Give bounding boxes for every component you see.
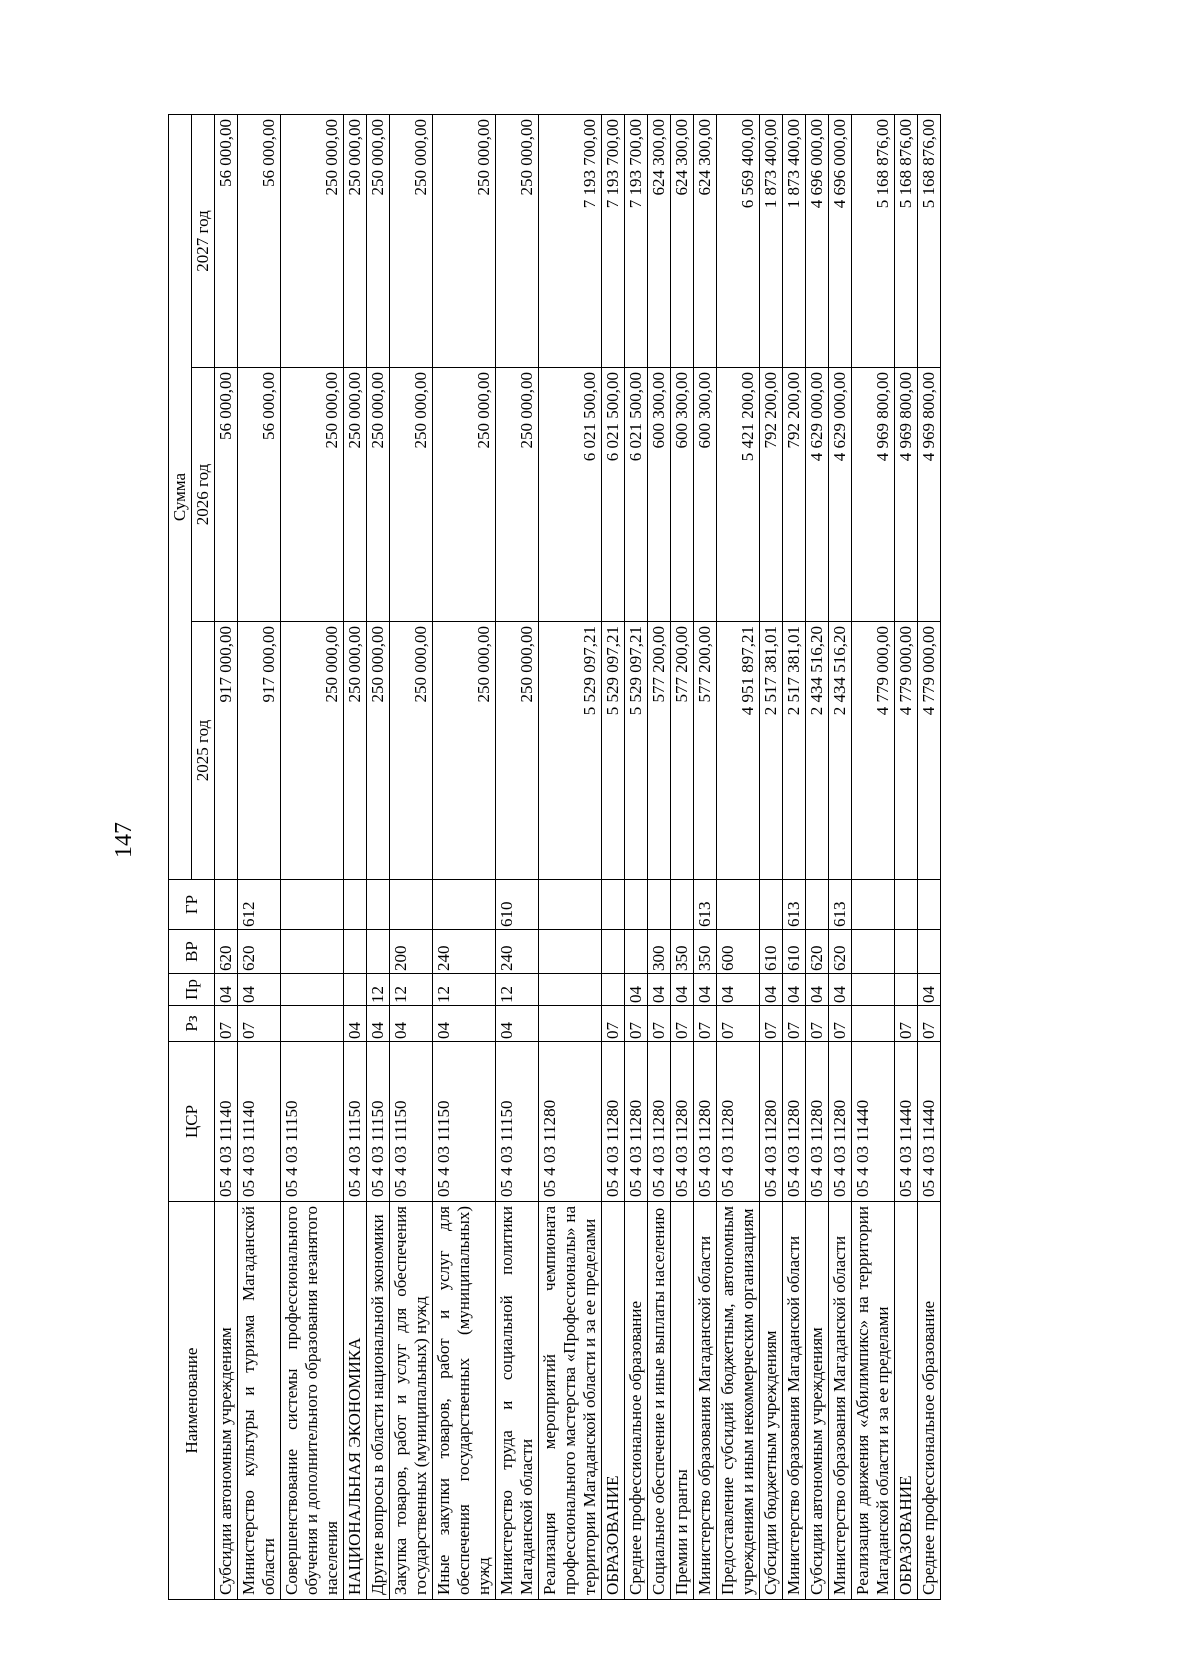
cell-pr: 04 <box>717 974 760 1006</box>
cell-2025: 2 434 516,20 <box>806 622 829 880</box>
cell-2026: 250 000,00 <box>390 368 433 622</box>
cell-gr: 610 <box>496 880 539 930</box>
cell-rz: 07 <box>694 1006 717 1042</box>
cell-vr <box>625 930 648 974</box>
cell-csr: 05 4 03 11280 <box>806 1042 829 1202</box>
cell-gr <box>625 880 648 930</box>
cell-2026: 250 000,00 <box>344 368 367 622</box>
header-gr: ГР <box>169 880 215 930</box>
table-row <box>717 115 760 1600</box>
cell-gr <box>671 880 694 930</box>
cell-vr: 350 <box>671 930 694 974</box>
cell-2025: 577 200,00 <box>648 622 671 880</box>
page-number: 147 <box>111 822 137 858</box>
header-rz: Рз <box>169 1006 215 1042</box>
cell-2027: 56 000,00 <box>215 115 238 368</box>
cell-pr <box>602 974 625 1006</box>
cell-pr: 04 <box>918 974 941 1006</box>
table-row <box>760 115 783 1600</box>
cell-rz: 07 <box>829 1006 852 1042</box>
header-year-2027: 2027 год <box>192 115 215 368</box>
cell-vr <box>852 930 895 974</box>
cell-gr <box>390 880 433 930</box>
cell-vr: 620 <box>238 930 281 974</box>
table-row <box>390 115 433 1600</box>
cell-pr: 04 <box>625 974 648 1006</box>
cell-csr: 05 4 03 11280 <box>671 1042 694 1202</box>
cell-gr: 612 <box>238 880 281 930</box>
cell-name: ОБРАЗОВАНИЕ <box>895 1202 918 1600</box>
cell-2027: 1 873 400,00 <box>783 115 806 368</box>
cell-gr <box>344 880 367 930</box>
cell-csr: 05 4 03 11280 <box>625 1042 648 1202</box>
cell-pr: 04 <box>806 974 829 1006</box>
cell-2025: 5 529 097,21 <box>539 622 602 880</box>
cell-vr: 300 <box>648 930 671 974</box>
cell-2026: 792 200,00 <box>783 368 806 622</box>
cell-name: Министерство образования Магаданской области <box>829 1202 852 1600</box>
table-row <box>918 115 941 1600</box>
cell-rz: 07 <box>602 1006 625 1042</box>
cell-rz: 07 <box>215 1006 238 1042</box>
cell-csr: 05 4 03 11140 <box>215 1042 238 1202</box>
cell-pr: 04 <box>760 974 783 1006</box>
cell-csr: 05 4 03 11440 <box>852 1042 895 1202</box>
cell-2025: 5 529 097,21 <box>625 622 648 880</box>
cell-2026: 600 300,00 <box>648 368 671 622</box>
cell-csr: 05 4 03 11150 <box>390 1042 433 1202</box>
cell-2025: 250 000,00 <box>496 622 539 880</box>
cell-gr: 613 <box>694 880 717 930</box>
cell-gr <box>852 880 895 930</box>
cell-vr <box>344 930 367 974</box>
cell-gr <box>806 880 829 930</box>
cell-name: Предоставление субсидий бюджетным, автономным учреждениям и иным некоммерческим организациям <box>717 1202 760 1600</box>
table-row <box>671 115 694 1600</box>
cell-2026: 600 300,00 <box>671 368 694 622</box>
cell-name: НАЦИОНАЛЬНАЯ ЭКОНОМИКА <box>344 1202 367 1600</box>
cell-rz: 04 <box>433 1006 496 1042</box>
cell-2025: 250 000,00 <box>281 622 344 880</box>
cell-gr: 613 <box>783 880 806 930</box>
cell-2027: 7 193 700,00 <box>539 115 602 368</box>
cell-name: Среднее профессиональное образование <box>918 1202 941 1600</box>
cell-2027: 250 000,00 <box>496 115 539 368</box>
cell-2026: 6 021 500,00 <box>602 368 625 622</box>
cell-2027: 4 696 000,00 <box>806 115 829 368</box>
cell-2027: 4 696 000,00 <box>829 115 852 368</box>
cell-vr <box>602 930 625 974</box>
cell-gr <box>215 880 238 930</box>
cell-csr: 05 4 03 11150 <box>433 1042 496 1202</box>
cell-rz: 07 <box>783 1006 806 1042</box>
cell-csr: 05 4 03 11140 <box>238 1042 281 1202</box>
cell-rz: 07 <box>918 1006 941 1042</box>
cell-rz: 04 <box>344 1006 367 1042</box>
cell-2027: 56 000,00 <box>238 115 281 368</box>
cell-vr <box>895 930 918 974</box>
cell-pr: 04 <box>694 974 717 1006</box>
cell-2027: 5 168 876,00 <box>895 115 918 368</box>
cell-2025: 2 517 381,01 <box>783 622 806 880</box>
cell-2027: 250 000,00 <box>433 115 496 368</box>
header-year-2026: 2026 год <box>192 368 215 622</box>
cell-gr <box>433 880 496 930</box>
header-vr: ВР <box>169 930 215 974</box>
cell-csr: 05 4 03 11280 <box>783 1042 806 1202</box>
cell-csr: 05 4 03 11150 <box>496 1042 539 1202</box>
header-year-2025: 2025 год <box>192 622 215 880</box>
table-row <box>852 115 895 1600</box>
cell-rz <box>539 1006 602 1042</box>
cell-rz: 07 <box>238 1006 281 1042</box>
cell-pr <box>281 974 344 1006</box>
cell-name: Премии и гранты <box>671 1202 694 1600</box>
table-row <box>829 115 852 1600</box>
cell-name: Среднее профессиональное образование <box>625 1202 648 1600</box>
header-pr: Пр <box>169 974 215 1006</box>
cell-vr: 610 <box>783 930 806 974</box>
cell-vr: 610 <box>760 930 783 974</box>
table-row <box>783 115 806 1600</box>
cell-2025: 4 951 897,21 <box>717 622 760 880</box>
cell-name: Министерство труда и социальной политики Магаданской области <box>496 1202 539 1600</box>
cell-vr <box>281 930 344 974</box>
cell-2025: 917 000,00 <box>238 622 281 880</box>
cell-name: Другие вопросы в области национальной экономики <box>367 1202 390 1600</box>
cell-rz: 07 <box>671 1006 694 1042</box>
table-row <box>806 115 829 1600</box>
cell-name: Иные закупки товаров, работ и услуг для обеспечения государственных (муниципальных) нужд <box>433 1202 496 1600</box>
table-row <box>281 115 344 1600</box>
cell-2027: 5 168 876,00 <box>852 115 895 368</box>
cell-2026: 600 300,00 <box>694 368 717 622</box>
cell-name: Министерство культуры и туризма Магаданской области <box>238 1202 281 1600</box>
cell-2026: 4 629 000,00 <box>806 368 829 622</box>
cell-vr: 600 <box>717 930 760 974</box>
cell-pr <box>344 974 367 1006</box>
cell-rz: 07 <box>648 1006 671 1042</box>
cell-gr <box>918 880 941 930</box>
cell-2025: 4 779 000,00 <box>918 622 941 880</box>
cell-2025: 5 529 097,21 <box>602 622 625 880</box>
cell-name: Реализация мероприятий чемпионата профессионального мастерства «Профессионалы» на территории Магаданской области и за ее пределами <box>539 1202 602 1600</box>
cell-vr: 350 <box>694 930 717 974</box>
cell-2027: 624 300,00 <box>648 115 671 368</box>
cell-2025: 577 200,00 <box>694 622 717 880</box>
cell-vr <box>367 930 390 974</box>
cell-vr: 240 <box>433 930 496 974</box>
cell-2027: 250 000,00 <box>281 115 344 368</box>
cell-csr: 05 4 03 11150 <box>344 1042 367 1202</box>
cell-vr <box>918 930 941 974</box>
cell-2026: 792 200,00 <box>760 368 783 622</box>
cell-2026: 4 969 800,00 <box>895 368 918 622</box>
table-row <box>433 115 496 1600</box>
cell-pr: 04 <box>829 974 852 1006</box>
cell-name: Закупка товаров, работ и услуг для обеспечения государственных (муниципальных) нужд <box>390 1202 433 1600</box>
cell-2027: 624 300,00 <box>694 115 717 368</box>
cell-2026: 4 969 800,00 <box>852 368 895 622</box>
cell-csr: 05 4 03 11280 <box>539 1042 602 1202</box>
table-row <box>694 115 717 1600</box>
table-row <box>602 115 625 1600</box>
cell-2027: 250 000,00 <box>367 115 390 368</box>
table-row <box>625 115 648 1600</box>
cell-csr: 05 4 03 11440 <box>918 1042 941 1202</box>
cell-gr <box>895 880 918 930</box>
cell-rz: 07 <box>806 1006 829 1042</box>
table-row <box>648 115 671 1600</box>
cell-csr: 05 4 03 11150 <box>367 1042 390 1202</box>
cell-gr <box>367 880 390 930</box>
cell-gr <box>648 880 671 930</box>
table-row <box>367 115 390 1600</box>
cell-name: ОБРАЗОВАНИЕ <box>602 1202 625 1600</box>
cell-2026: 250 000,00 <box>367 368 390 622</box>
cell-pr: 12 <box>496 974 539 1006</box>
table-row <box>496 115 539 1600</box>
cell-rz: 04 <box>367 1006 390 1042</box>
cell-2026: 4 969 800,00 <box>918 368 941 622</box>
cell-name: Министерство образования Магаданской области <box>783 1202 806 1600</box>
cell-2026: 250 000,00 <box>433 368 496 622</box>
cell-2027: 5 168 876,00 <box>918 115 941 368</box>
table-row <box>895 115 918 1600</box>
cell-rz: 04 <box>390 1006 433 1042</box>
cell-vr: 620 <box>215 930 238 974</box>
cell-2025: 577 200,00 <box>671 622 694 880</box>
cell-name: Социальное обеспечение и иные выплаты населению <box>648 1202 671 1600</box>
cell-2027: 6 569 400,00 <box>717 115 760 368</box>
cell-name: Совершенствование системы профессионального обучения и дополнительного образования незанятого населения <box>281 1202 344 1600</box>
cell-2027: 7 193 700,00 <box>602 115 625 368</box>
cell-2026: 56 000,00 <box>215 368 238 622</box>
cell-rz <box>852 1006 895 1042</box>
budget-table <box>168 114 941 1600</box>
cell-2025: 917 000,00 <box>215 622 238 880</box>
cell-pr <box>539 974 602 1006</box>
cell-2025: 250 000,00 <box>433 622 496 880</box>
cell-gr: 613 <box>829 880 852 930</box>
cell-rz: 07 <box>760 1006 783 1042</box>
cell-pr <box>895 974 918 1006</box>
cell-name: Субсидии бюджетным учреждениям <box>760 1202 783 1600</box>
cell-rz: 07 <box>895 1006 918 1042</box>
cell-rz: 07 <box>625 1006 648 1042</box>
cell-vr: 200 <box>390 930 433 974</box>
cell-rz <box>281 1006 344 1042</box>
table-row <box>539 115 602 1600</box>
rotated-budget-table <box>168 115 1080 1600</box>
table-row <box>238 115 281 1600</box>
cell-gr <box>602 880 625 930</box>
cell-gr <box>760 880 783 930</box>
cell-2026: 6 021 500,00 <box>539 368 602 622</box>
cell-name: Субсидии автономным учреждениям <box>215 1202 238 1600</box>
cell-rz: 04 <box>496 1006 539 1042</box>
cell-csr: 05 4 03 11280 <box>694 1042 717 1202</box>
header-name: Наименование <box>169 1202 215 1600</box>
cell-vr: 240 <box>496 930 539 974</box>
cell-pr: 12 <box>433 974 496 1006</box>
cell-2027: 7 193 700,00 <box>625 115 648 368</box>
cell-2027: 1 873 400,00 <box>760 115 783 368</box>
table-body <box>215 115 941 1600</box>
cell-pr: 04 <box>671 974 694 1006</box>
cell-csr: 05 4 03 11280 <box>760 1042 783 1202</box>
cell-2026: 4 629 000,00 <box>829 368 852 622</box>
header-csr: ЦСР <box>169 1042 215 1202</box>
cell-2027: 250 000,00 <box>390 115 433 368</box>
cell-2025: 2 434 516,20 <box>829 622 852 880</box>
cell-name: Министерство образования Магаданской области <box>694 1202 717 1600</box>
cell-csr: 05 4 03 11280 <box>829 1042 852 1202</box>
cell-name: Реализация движения «Абилимпикс» на территории Магаданской области и за ее пределами <box>852 1202 895 1600</box>
cell-2027: 624 300,00 <box>671 115 694 368</box>
cell-pr: 12 <box>390 974 433 1006</box>
cell-pr: 04 <box>215 974 238 1006</box>
table-row <box>344 115 367 1600</box>
cell-name: Субсидии автономным учреждениям <box>806 1202 829 1600</box>
cell-2025: 250 000,00 <box>344 622 367 880</box>
cell-pr <box>852 974 895 1006</box>
cell-2025: 250 000,00 <box>367 622 390 880</box>
cell-vr <box>539 930 602 974</box>
cell-2025: 4 779 000,00 <box>852 622 895 880</box>
header-sum: Сумма <box>169 115 192 880</box>
cell-pr: 04 <box>238 974 281 1006</box>
cell-2026: 250 000,00 <box>496 368 539 622</box>
cell-vr: 620 <box>829 930 852 974</box>
cell-2025: 250 000,00 <box>390 622 433 880</box>
cell-csr: 05 4 03 11280 <box>717 1042 760 1202</box>
cell-csr: 05 4 03 11280 <box>602 1042 625 1202</box>
cell-2026: 56 000,00 <box>238 368 281 622</box>
cell-pr: 04 <box>783 974 806 1006</box>
cell-rz: 07 <box>717 1006 760 1042</box>
table-header <box>169 115 215 1600</box>
cell-2026: 250 000,00 <box>281 368 344 622</box>
cell-2025: 2 517 381,01 <box>760 622 783 880</box>
cell-pr: 12 <box>367 974 390 1006</box>
cell-csr: 05 4 03 11440 <box>895 1042 918 1202</box>
table-row <box>215 115 238 1600</box>
cell-pr: 04 <box>648 974 671 1006</box>
cell-gr <box>281 880 344 930</box>
cell-2027: 250 000,00 <box>344 115 367 368</box>
cell-gr <box>539 880 602 930</box>
cell-2025: 4 779 000,00 <box>895 622 918 880</box>
cell-gr <box>717 880 760 930</box>
cell-csr: 05 4 03 11150 <box>281 1042 344 1202</box>
cell-2026: 5 421 200,00 <box>717 368 760 622</box>
cell-2026: 6 021 500,00 <box>625 368 648 622</box>
cell-csr: 05 4 03 11280 <box>648 1042 671 1202</box>
cell-vr: 620 <box>806 930 829 974</box>
